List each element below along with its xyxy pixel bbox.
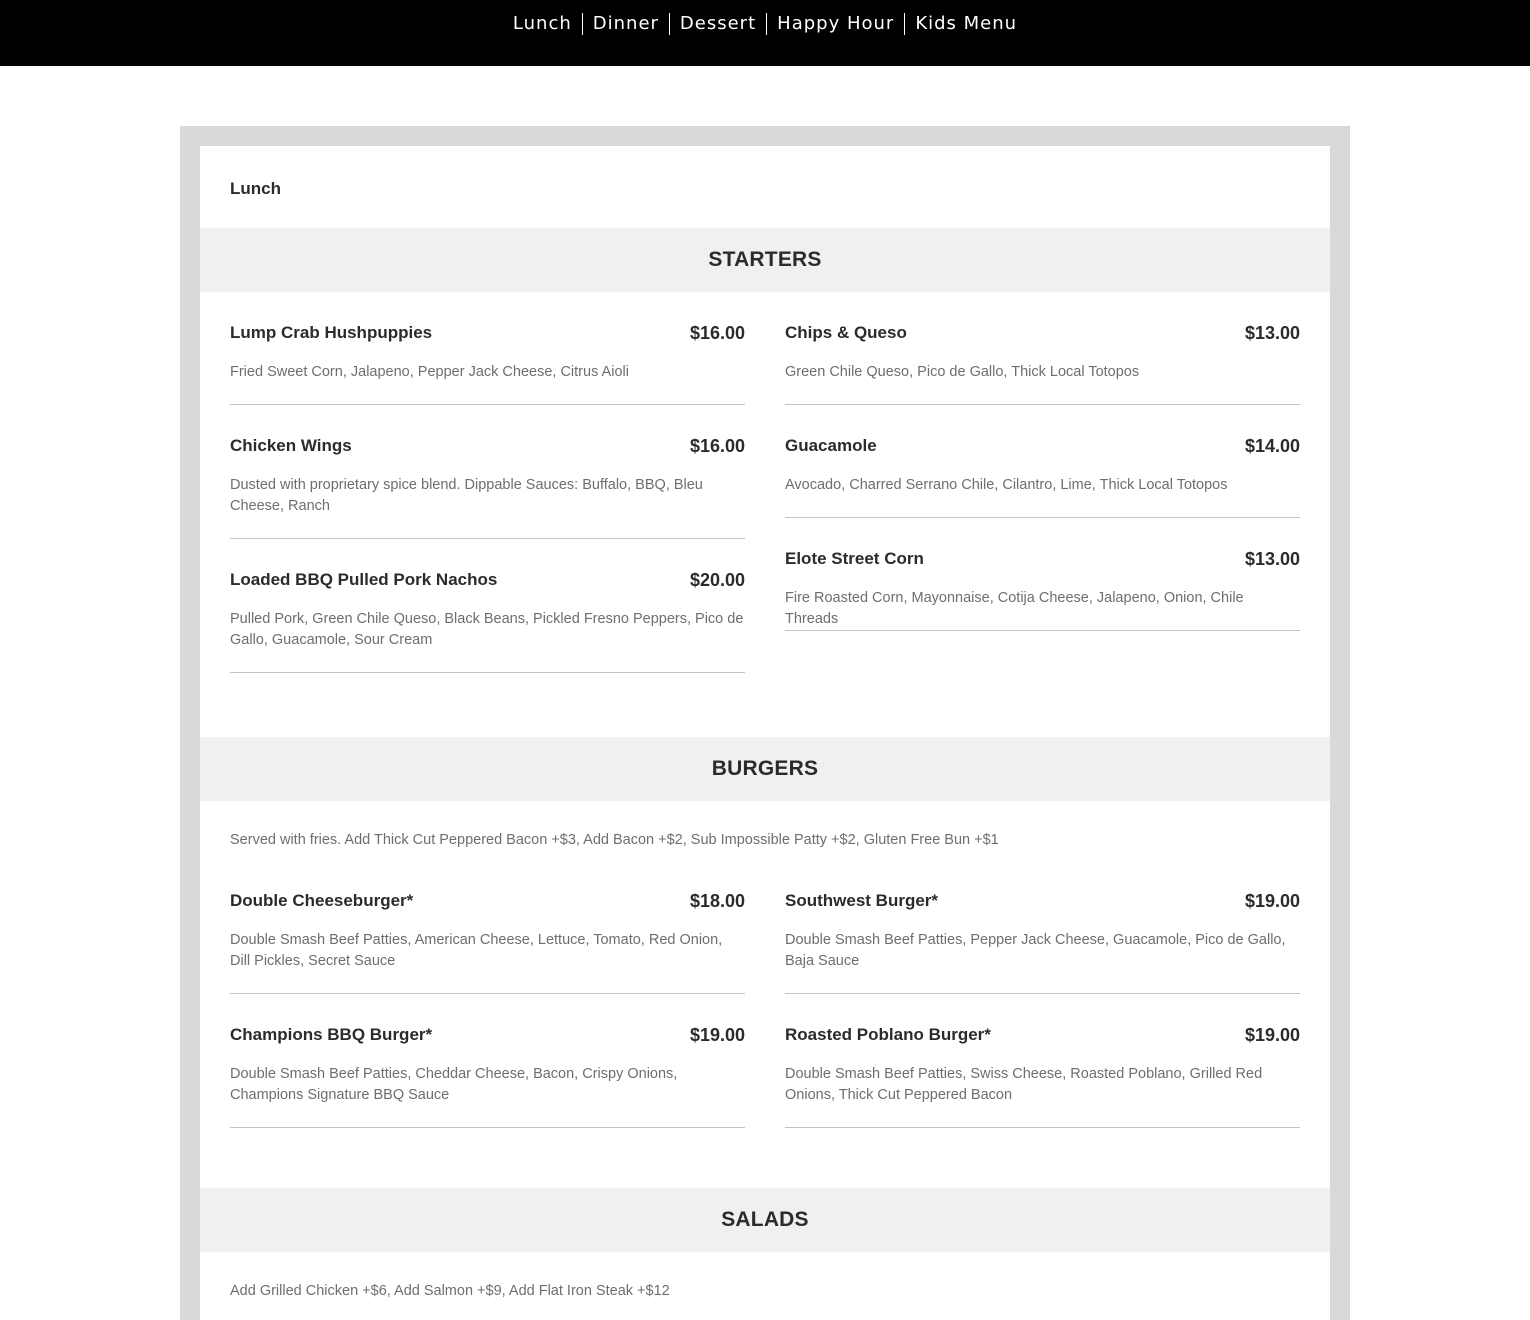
item-description: Fried Sweet Corn, Jalapeno, Pepper Jack Cheese, Citrus Aioli (230, 364, 629, 380)
section-title: STARTERS (708, 248, 822, 271)
section-note: Add Grilled Chicken +$6, Add Salmon +$9, Add Flat Iron Steak +$12 (230, 1283, 670, 1299)
item-name: Chips & Queso (785, 323, 907, 342)
item-description: Fire Roasted Corn, Mayonnaise, Cotija Cheese, Jalapeno, Onion, Chile Threads (785, 590, 1244, 627)
item-name: Roasted Poblano Burger* (785, 1025, 991, 1044)
menu-item (230, 433, 745, 539)
item-description: Double Smash Beef Patties, Swiss Cheese, Roasted Poblano, Grilled Red Onions, Thick Cut Peppered Bacon (785, 1066, 1263, 1103)
item-price: $14.00 (1244, 435, 1300, 456)
section-note: Served with fries. Add Thick Cut Peppered Bacon +$3, Add Bacon +$2, Sub Impossible Patty +$2, Gluten Free Bun +$1 (230, 832, 999, 848)
menu-item (230, 1022, 745, 1128)
nav-link-dinner[interactable]: Dinner (583, 13, 670, 35)
item-price: $19.00 (1244, 890, 1300, 911)
item-price: $16.00 (689, 435, 745, 456)
section-header-salads (200, 1188, 1330, 1252)
menu-item (230, 888, 745, 994)
menu-item (230, 567, 745, 673)
item-description: Green Chile Queso, Pico de Gallo, Thick Local Totopos (785, 364, 1140, 380)
item-price: $13.00 (1244, 548, 1300, 569)
item-description: Double Smash Beef Patties, American Cheese, Lettuce, Tomato, Red Onion, Dill Pickles, Secret Sauce (230, 932, 723, 969)
item-description: Double Smash Beef Patties, Pepper Jack Cheese, Guacamole, Pico de Gallo, Baja Sauce (785, 932, 1286, 969)
item-price: $16.00 (689, 322, 745, 343)
nav-link-dessert[interactable]: Dessert (670, 13, 767, 35)
item-name: Chicken Wings (230, 436, 352, 455)
item-price: $20.00 (689, 569, 745, 590)
menu-item (230, 320, 745, 405)
item-price: $19.00 (689, 1024, 745, 1045)
item-price: $18.00 (689, 890, 745, 911)
menu-item (785, 1022, 1300, 1128)
item-name: Double Cheeseburger* (230, 891, 414, 910)
menu-item (785, 320, 1300, 405)
item-description: Dusted with proprietary spice blend. Dippable Sauces: Buffalo, BBQ, Bleu Cheese, Ranch (230, 477, 703, 514)
nav-link-lunch[interactable]: Lunch (503, 13, 583, 35)
item-price: $19.00 (1244, 1024, 1300, 1045)
menu-item (785, 433, 1300, 518)
menu-item (785, 546, 1300, 631)
item-name: Champions BBQ Burger* (230, 1025, 433, 1044)
menu-item (785, 888, 1300, 994)
item-description: Avocado, Charred Serrano Chile, Cilantro, Lime, Thick Local Totopos (785, 477, 1228, 493)
menu-nav (0, 0, 1530, 66)
item-name: Loaded BBQ Pulled Pork Nachos (230, 570, 498, 589)
menu-card (200, 146, 1330, 1320)
section-header-starters (200, 228, 1330, 292)
nav-link-kids-menu[interactable]: Kids Menu (915, 13, 1018, 34)
item-price: $13.00 (1244, 322, 1300, 343)
item-name: Guacamole (785, 436, 877, 455)
item-description: Pulled Pork, Green Chile Queso, Black Beans, Pickled Fresno Peppers, Pico de Gallo, Guacamole, Sour Cream (230, 611, 744, 648)
menu-title: Lunch (230, 179, 281, 198)
section-title: BURGERS (711, 757, 819, 780)
section-title: SALADS (721, 1208, 809, 1231)
item-name: Southwest Burger* (785, 891, 939, 910)
section-header-burgers (200, 737, 1330, 801)
item-name: Lump Crab Hushpuppies (230, 323, 433, 342)
item-name: Elote Street Corn (785, 549, 924, 568)
nav-link-happy-hour[interactable]: Happy Hour (767, 13, 905, 35)
item-description: Double Smash Beef Patties, Cheddar Cheese, Bacon, Crispy Onions, Champions Signature BBQ Sauce (230, 1066, 678, 1103)
